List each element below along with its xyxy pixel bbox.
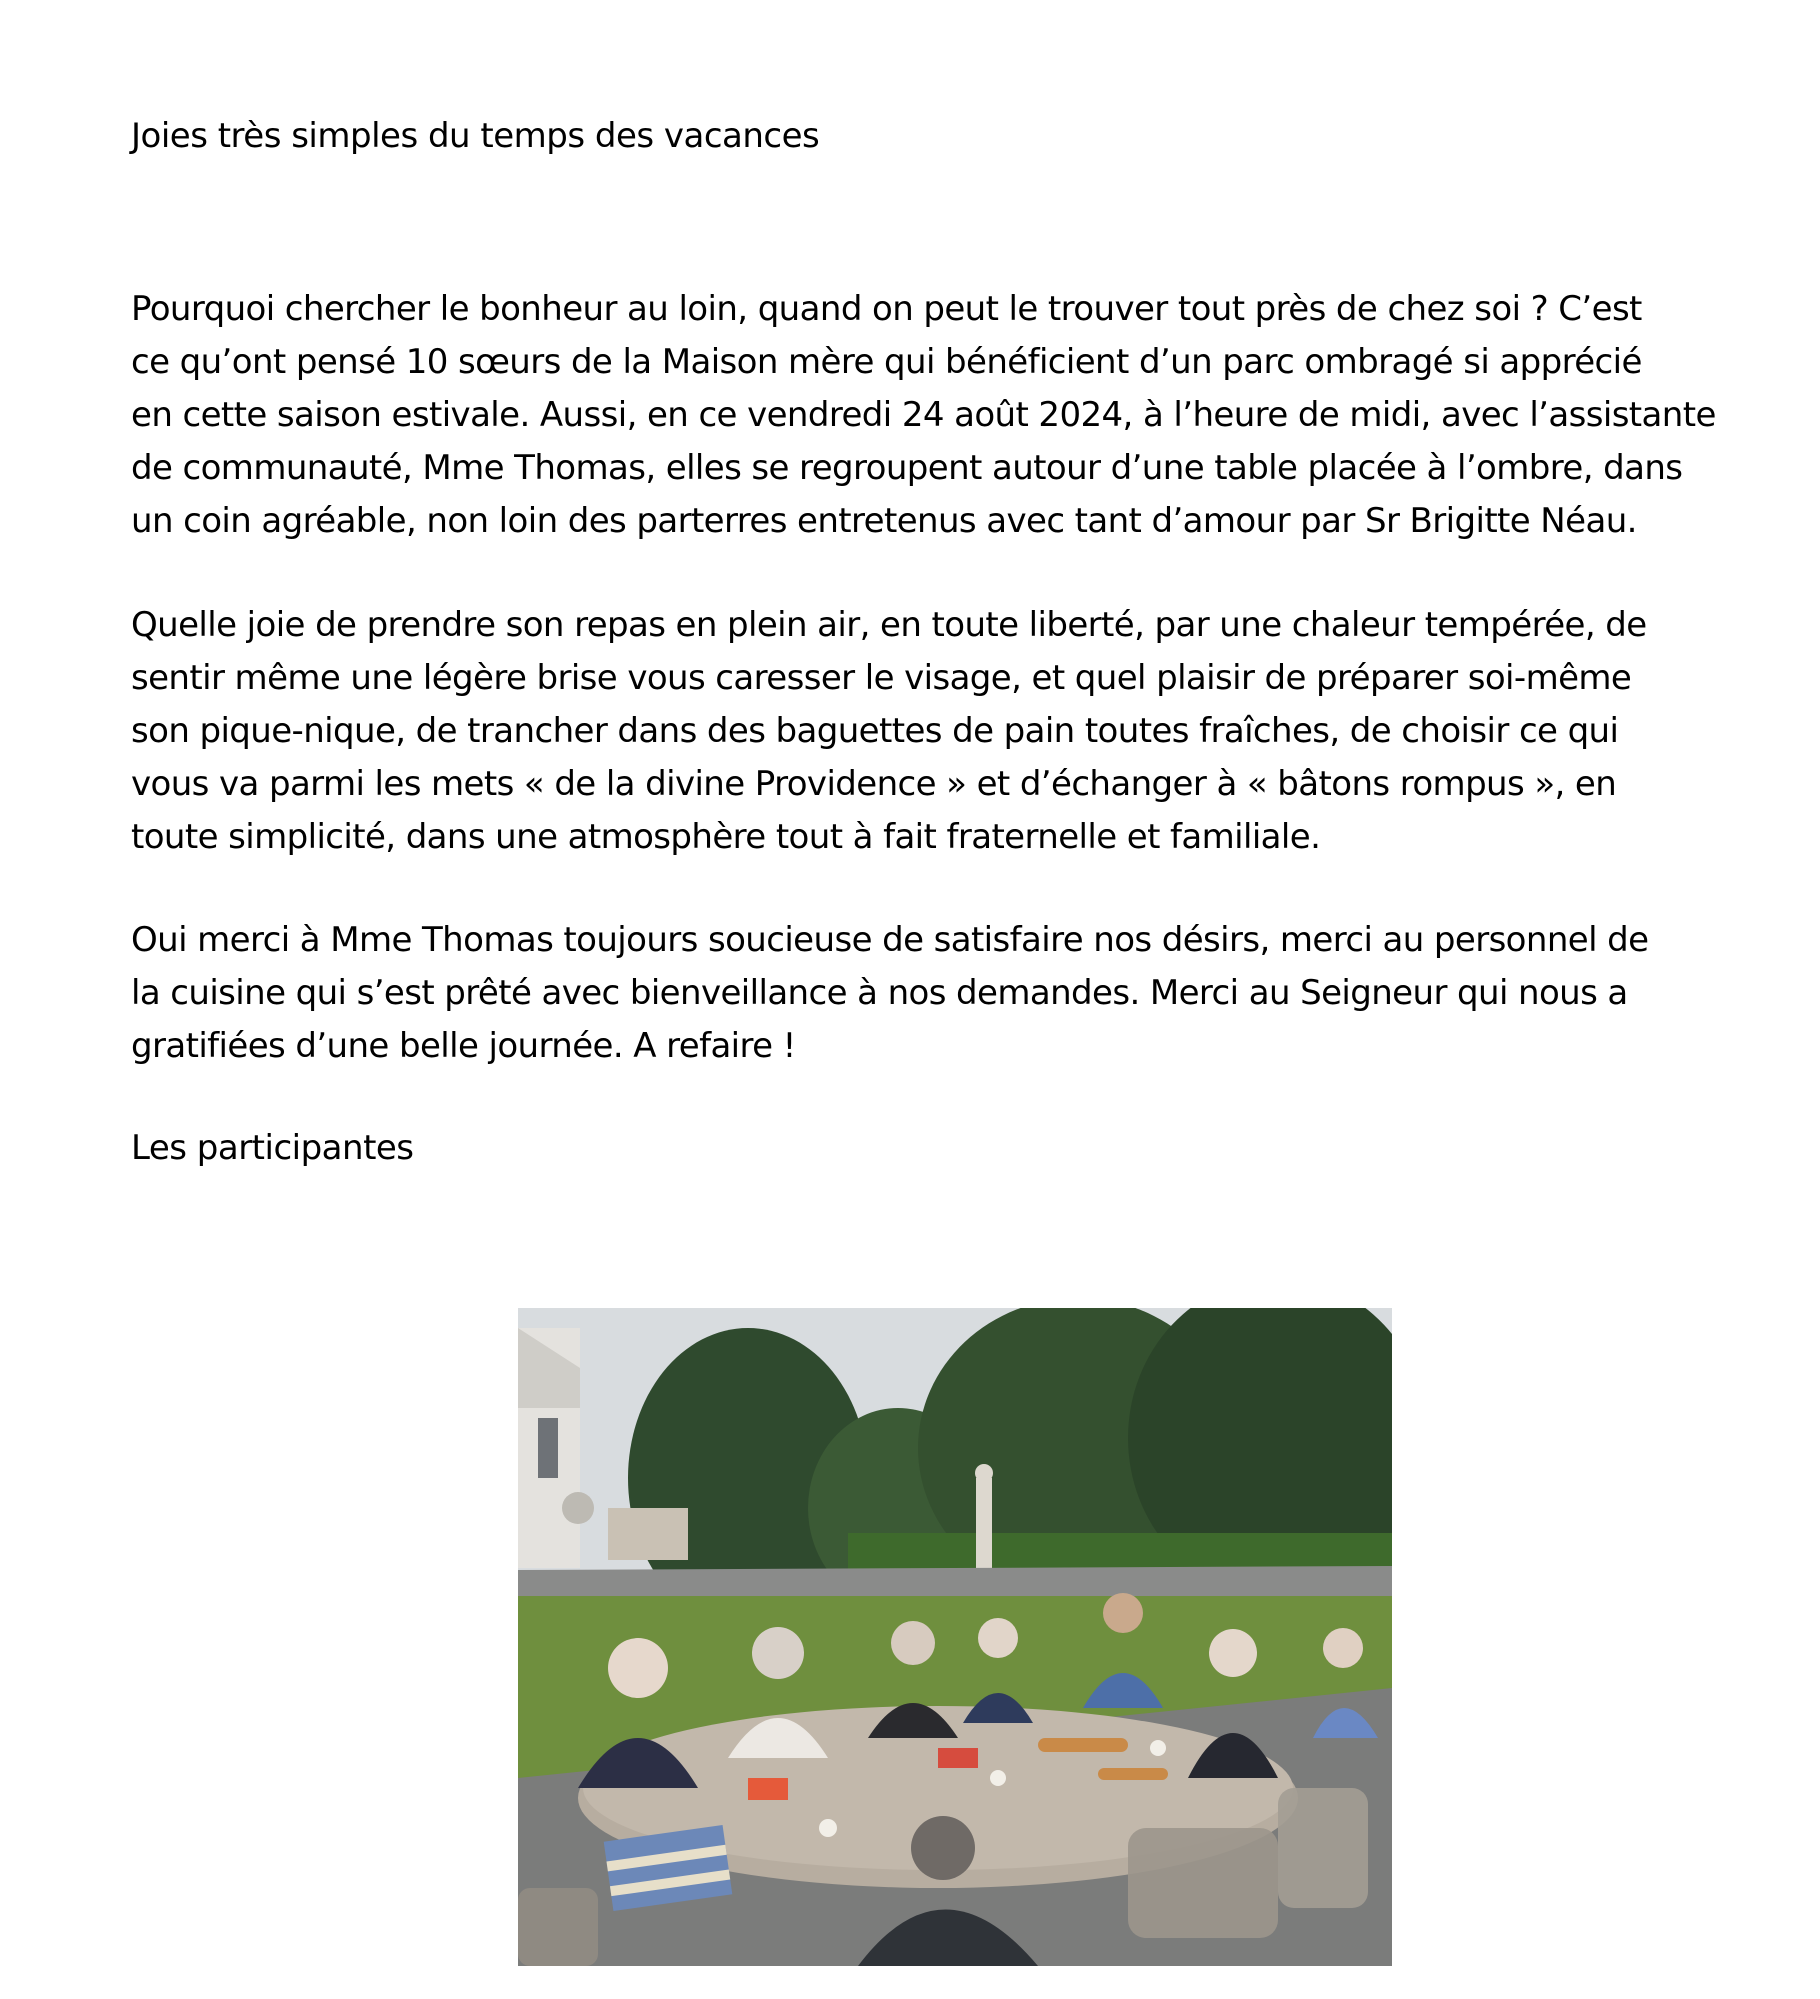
photo-building-rosette — [562, 1492, 594, 1524]
paragraph-line: la cuisine qui s’est prêté avec bienveillance à nos demandes. Merci au Seigneur qui nous a — [131, 973, 1628, 1013]
paragraph-line: Oui merci à Mme Thomas toujours soucieuse de satisfaire nos désirs, merci au personnel de — [131, 920, 1649, 960]
photo-food — [938, 1748, 978, 1768]
picnic-photo — [518, 1308, 1392, 1966]
photo-bread — [1098, 1768, 1168, 1780]
paragraph-line: en cette saison estivale. Aussi, en ce vendredi 24 août 2024, à l’heure de midi, avec l’assistante — [131, 395, 1716, 435]
photo-house — [608, 1508, 688, 1560]
photo-person-head — [1103, 1593, 1143, 1633]
paragraph-line: de communauté, Mme Thomas, elles se regroupent autour d’une table placée à l’ombre, dans — [131, 448, 1683, 488]
paragraph-line: Quelle joie de prendre son repas en plein air, en toute liberté, par une chaleur tempérée, de — [131, 605, 1647, 645]
photo-statue-head — [975, 1464, 993, 1482]
photo-person-head — [752, 1627, 804, 1679]
paragraph-line: Pourquoi chercher le bonheur au loin, quand on peut le trouver tout près de chez soi ? C’est — [131, 289, 1642, 329]
photo-food — [748, 1778, 788, 1800]
paragraph-line: toute simplicité, dans une atmosphère tout à fait fraternelle et familiale. — [131, 817, 1321, 857]
paragraph-line: gratifiées d’une belle journée. A refaire ! — [131, 1026, 796, 1066]
photo-person-head — [911, 1816, 975, 1880]
photo-person-head — [891, 1621, 935, 1665]
signature: Les participantes — [131, 1128, 414, 1168]
photo-chair — [1278, 1788, 1368, 1908]
photo-person-head — [1323, 1628, 1363, 1668]
paragraph-1 — [131, 283, 1761, 548]
photo-cup — [990, 1770, 1006, 1786]
paragraph-line: ce qu’ont pensé 10 sœurs de la Maison mère qui bénéficient d’un parc ombragé si apprécié — [131, 342, 1642, 382]
photo-chair — [1128, 1828, 1278, 1938]
document-title: Joies très simples du temps des vacances — [131, 116, 820, 156]
photo-person-head — [608, 1638, 668, 1698]
photo-building-window — [538, 1418, 558, 1478]
paragraph-line: sentir même une légère brise vous caresser le visage, et quel plaisir de préparer soi-même — [131, 658, 1632, 698]
photo-chair — [518, 1888, 598, 1966]
paragraph-3 — [131, 914, 1761, 1073]
photo-bread — [1038, 1738, 1128, 1752]
photo-person-head — [1209, 1629, 1257, 1677]
paragraph-2 — [131, 599, 1761, 864]
photo-cup — [1150, 1740, 1166, 1756]
photo-cup — [819, 1819, 837, 1837]
photo-person-head — [978, 1618, 1018, 1658]
paragraph-line: vous va parmi les mets « de la divine Providence » et d’échanger à « bâtons rompus », en — [131, 764, 1617, 804]
paragraph-line: un coin agréable, non loin des parterres entretenus avec tant d’amour par Sr Brigitte Néau. — [131, 501, 1637, 541]
picnic-photo-illustration — [518, 1308, 1392, 1966]
paragraph-line: son pique-nique, de trancher dans des baguettes de pain toutes fraîches, de choisir ce qui — [131, 711, 1619, 751]
